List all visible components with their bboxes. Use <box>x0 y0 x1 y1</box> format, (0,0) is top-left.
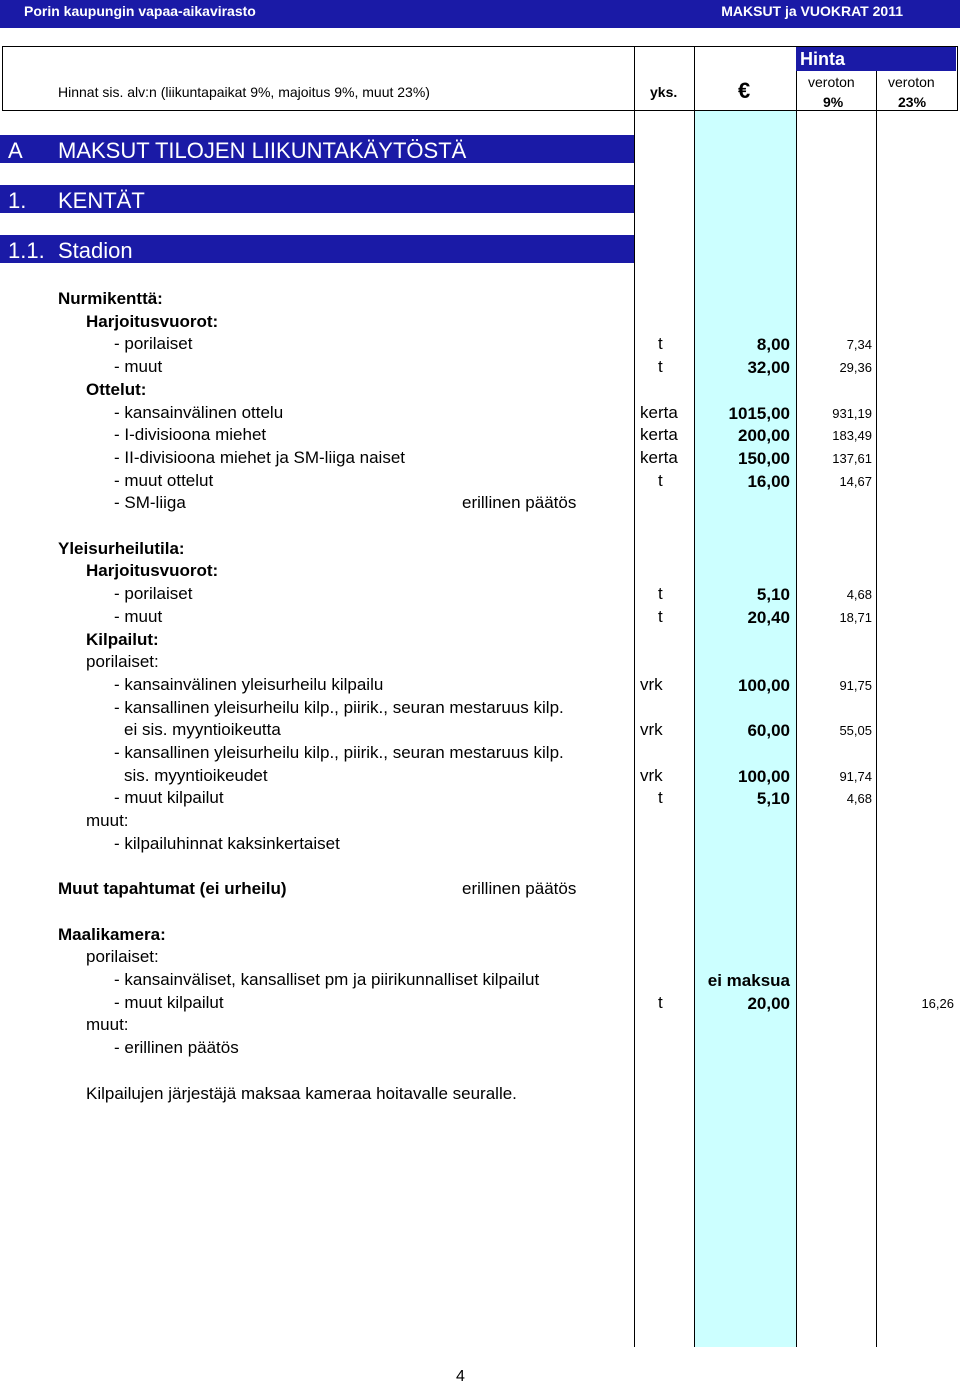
row-label: Nurmikenttä: <box>58 289 163 308</box>
vat23-header-percent: 23% <box>898 94 927 110</box>
section-11-title: Stadion <box>58 238 133 263</box>
row-price: 100,00 <box>738 766 790 786</box>
row-unit: t <box>658 788 663 808</box>
row-unit: kerta <box>640 447 678 467</box>
row-note: erillinen päätös <box>462 879 577 899</box>
row-label: sis. myyntioikeudet <box>124 765 268 785</box>
table-left-border <box>2 46 3 111</box>
col-divider-euro <box>694 46 695 1347</box>
unit-header: yks. <box>650 84 678 100</box>
row-label: - muut kilpailut <box>114 788 224 808</box>
row-unit: t <box>658 606 663 626</box>
row-unit: t <box>658 357 663 377</box>
col-divider-vat9 <box>796 46 797 1347</box>
row-unit: t <box>658 584 663 604</box>
header-organization: Porin kaupungin vapaa-aikavirasto <box>24 3 256 19</box>
row-label: - muut ottelut <box>114 470 214 490</box>
row-label: - kansainväliset, kansalliset pm ja piirikunnalliset kilpailut <box>114 970 540 989</box>
vat9-header-percent: 9% <box>823 94 844 110</box>
row-price: 20,40 <box>747 607 790 627</box>
row-label: - kansallinen yleisurheilu kilp., piirik., seuran mestaruus kilp. <box>114 743 564 762</box>
row-label: Ottelut: <box>86 379 147 399</box>
row-price-vat9: 91,75 <box>839 677 872 693</box>
section-1-heading <box>0 185 634 213</box>
row-label: - I-divisioona miehet <box>114 425 267 445</box>
row-price-vat9: 137,61 <box>832 450 872 466</box>
row-unit: t <box>658 334 663 354</box>
euro-symbol-icon: € <box>738 78 751 103</box>
row-label: - kilpailuhinnat kaksinkertaiset <box>114 833 340 853</box>
section-a-title: MAKSUT TILOJEN LIIKUNTAKÄYTÖSTÄ <box>58 138 467 163</box>
vat9-header: veroton <box>808 74 855 90</box>
row-price-vat9: 18,71 <box>839 609 872 625</box>
page-header <box>0 0 960 28</box>
row-label: - II-divisioona miehet ja SM-liiga naiset <box>114 447 406 467</box>
table-right-border <box>957 46 958 111</box>
row-price: 60,00 <box>747 721 790 741</box>
row-label: porilaiset: <box>86 652 159 672</box>
header-bottom-border <box>2 110 957 111</box>
row-label: Kilpailujen järjestäjä maksaa kameraa hoitavalle seuralle. <box>86 1083 517 1103</box>
header-document-title: MAKSUT ja VUOKRAT 2011 <box>721 3 903 19</box>
row-unit: kerta <box>640 402 678 422</box>
vat-note: Hinnat sis. alv:n (liikuntapaikat 9%, majoitus 9%, muut 23%) <box>58 84 430 100</box>
row-label: - kansallinen yleisurheilu kilp., piirik., seuran mestaruus kilp. <box>114 697 564 717</box>
row-price: 1015,00 <box>728 403 790 423</box>
section-1-title: KENTÄT <box>58 188 145 213</box>
section-11-number: 1.1. <box>8 238 45 263</box>
row-note: erillinen päätös <box>462 493 577 513</box>
row-unit: vrk <box>640 720 663 740</box>
row-label: - muut <box>114 606 163 626</box>
row-price: 8,00 <box>756 335 790 355</box>
row-label: Maalikamera: <box>58 924 166 944</box>
row-price: ei maksua <box>707 971 790 990</box>
row-label: - porilaiset <box>114 584 193 604</box>
row-price: 5,10 <box>756 789 790 809</box>
section-a-letter: A <box>8 138 23 163</box>
row-price-vat9: 4,68 <box>846 587 872 603</box>
page-number: 4 <box>456 1368 465 1385</box>
row-price: 100,00 <box>738 675 790 695</box>
row-price: 16,00 <box>747 471 790 491</box>
row-unit: vrk <box>640 765 663 785</box>
row-price: 150,00 <box>738 448 790 468</box>
row-unit: t <box>658 470 663 490</box>
row-price-vat9: 14,67 <box>839 473 872 489</box>
row-price-vat9: 55,05 <box>839 723 872 739</box>
col-divider-unit <box>634 46 635 1347</box>
row-price-vat9: 183,49 <box>832 428 872 444</box>
row-label: - porilaiset <box>114 334 193 354</box>
row-label: Kilpailut: <box>86 629 159 649</box>
row-label: Muut tapahtumat (ei urheilu) <box>58 879 287 899</box>
row-label: - erillinen päätös <box>114 1038 239 1058</box>
row-label: muut: <box>86 1015 129 1035</box>
row-price: 5,10 <box>756 585 790 605</box>
section-a-heading <box>0 135 634 163</box>
row-label: Harjoitusvuorot: <box>86 311 219 331</box>
section-11-heading <box>0 235 634 263</box>
row-price-vat9: 931,19 <box>832 405 872 421</box>
row-label: porilaiset: <box>86 947 159 967</box>
row-price: 20,00 <box>747 993 790 1013</box>
row-label: muut: <box>86 811 129 831</box>
row-label: - kansainvälinen yleisurheilu kilpailu <box>114 674 384 694</box>
section-1-number: 1. <box>8 188 27 213</box>
row-unit: vrk <box>640 674 663 694</box>
row-label: Yleisurheilutila: <box>58 538 185 558</box>
row-label: - kansainvälinen ottelu <box>114 402 284 422</box>
row-price-vat9: 91,74 <box>839 768 872 784</box>
row-label: - muut kilpailut <box>114 992 224 1012</box>
row-price-vat9: 29,36 <box>839 360 872 376</box>
vat23-header: veroton <box>888 74 935 90</box>
row-price-vat9: 7,34 <box>846 337 872 353</box>
row-price: 200,00 <box>738 426 790 446</box>
row-label: ei sis. myyntioikeutta <box>124 720 281 740</box>
row-unit: kerta <box>640 425 678 445</box>
row-label: - SM-liiga <box>114 493 186 513</box>
row-price-vat9: 4,68 <box>846 791 872 807</box>
row-price-vat23: 16,26 <box>921 995 954 1011</box>
col-divider-vat23 <box>876 71 877 1347</box>
price-header: Hinta <box>800 49 845 69</box>
row-label: - muut <box>114 357 163 377</box>
row-label: Harjoitusvuorot: <box>86 561 219 581</box>
row-price: 32,00 <box>747 358 790 378</box>
row-unit: t <box>658 992 663 1012</box>
